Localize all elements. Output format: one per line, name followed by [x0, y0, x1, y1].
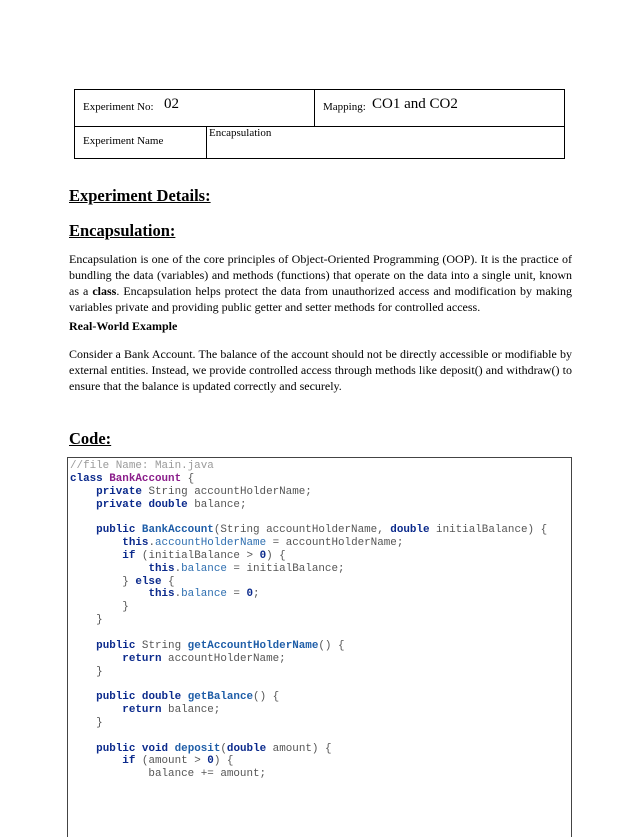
- code-token: [70, 537, 122, 549]
- code-token: = accountHolderName;: [266, 537, 404, 550]
- code-line: [70, 550, 286, 562]
- encapsulation-paragraph: [69, 251, 572, 315]
- experiment-details-heading: Experiment Details:: [69, 186, 211, 205]
- code-token: balance;: [161, 704, 221, 717]
- encapsulation-heading: Encapsulation:: [69, 221, 176, 240]
- code-token: 0: [207, 755, 214, 768]
- code-token: balance: [181, 588, 227, 601]
- code-token: if: [122, 755, 136, 768]
- real-world-paragraph: Consider a Bank Account. The balance of the account should not be directly accessible or modifiable by external entities. Instead, we provide controlled access through methods like deposit() and withdraw() to ensure that the balance is updated correctly and securely.: [69, 347, 572, 393]
- mapping-value: CO1 and CO2: [372, 96, 458, 112]
- experiment-row-name: [75, 126, 564, 159]
- code-token: public: [96, 691, 136, 704]
- experiment-name-label: Experiment Name: [83, 135, 164, 147]
- code-token: ) {: [213, 755, 234, 768]
- code-token: ) {: [266, 549, 286, 562]
- code-token: public: [96, 639, 136, 652]
- code-line: [70, 576, 175, 588]
- code-token: 0: [246, 588, 254, 601]
- code-token: public: [96, 524, 136, 537]
- code-line: [70, 640, 345, 652]
- code-line: [70, 524, 547, 536]
- code-token: (amount >: [135, 755, 208, 768]
- code-token: () {: [318, 639, 345, 652]
- code-token: {: [161, 575, 175, 588]
- code-line: [70, 563, 345, 575]
- code-token: balance;: [187, 498, 247, 511]
- code-token: [70, 486, 96, 498]
- code-token: String: [135, 639, 188, 652]
- code-line: [70, 588, 260, 600]
- code-token: private: [96, 498, 142, 511]
- code-token: getBalance: [187, 691, 254, 704]
- code-token: balance += amount;: [70, 768, 267, 781]
- code-line: [70, 653, 286, 665]
- code-token: }: [70, 665, 103, 678]
- code-line: [70, 460, 214, 472]
- code-token: 0: [259, 549, 267, 562]
- code-token: .: [174, 562, 182, 575]
- code-listing: [70, 460, 547, 781]
- encapsulation-text-part2: . Encapsulation helps protect the data from unauthorized access and modification by making variables private and providing public getter and setter methods for controlled access.: [69, 284, 572, 314]
- code-token: .: [148, 537, 155, 550]
- encapsulation-text-part1: Encapsulation is one of the core principles of Object-Oriented Programming (OOP). It is the practice of bundling the data (variables) and methods (functions) that operate on the data into a single unit, known as a: [69, 252, 572, 298]
- code-token: [70, 743, 96, 755]
- code-line: [70, 537, 403, 549]
- code-token: .: [174, 588, 182, 601]
- table-divider: [206, 126, 207, 159]
- code-token: [70, 653, 122, 665]
- code-token: accountHolderName;: [161, 652, 286, 665]
- code-token: public: [96, 742, 136, 755]
- code-token: this: [148, 562, 175, 575]
- code-token: double: [148, 498, 188, 511]
- code-line: [70, 717, 103, 729]
- code-token: else: [135, 575, 162, 588]
- code-token: double: [141, 691, 182, 704]
- code-token: this: [148, 588, 175, 601]
- code-token: =: [226, 588, 247, 601]
- real-world-example-heading: Real-World Example: [69, 319, 178, 333]
- experiment-info-table: [74, 89, 565, 159]
- code-token: double: [390, 524, 430, 537]
- code-token: {: [181, 472, 195, 485]
- code-heading: Code:: [69, 429, 112, 448]
- code-line: [70, 601, 129, 613]
- table-divider: [314, 90, 315, 126]
- code-line: [70, 666, 103, 678]
- code-token: initialBalance) {: [429, 524, 548, 537]
- experiment-row-number: [75, 90, 564, 127]
- code-token: [70, 588, 148, 600]
- code-token: BankAccount: [109, 472, 182, 485]
- code-token: String accountHolderName;: [141, 485, 312, 498]
- code-line: [70, 768, 266, 780]
- code-token: getAccountHolderName: [187, 639, 319, 652]
- code-token: (initialBalance >: [135, 549, 260, 562]
- code-token: return: [122, 704, 162, 717]
- code-block: [67, 457, 572, 837]
- code-token: class: [70, 472, 103, 485]
- code-token: }: [70, 601, 129, 614]
- code-token: deposit: [174, 742, 221, 755]
- experiment-no-label: Experiment No:: [83, 101, 154, 113]
- code-token: (: [220, 742, 227, 755]
- code-token: [70, 563, 148, 575]
- code-token: [70, 704, 122, 716]
- code-token: this: [122, 537, 149, 550]
- code-token: = initialBalance;: [226, 562, 345, 575]
- code-token: [70, 691, 96, 703]
- code-token: balance: [181, 562, 227, 575]
- code-token: () {: [253, 691, 280, 704]
- code-line: [70, 691, 279, 703]
- class-keyword-bold: class: [92, 284, 117, 298]
- code-token: accountHolderName: [155, 537, 267, 550]
- code-line: [70, 704, 220, 716]
- code-token: [70, 640, 96, 652]
- code-token: [70, 550, 122, 562]
- code-token: amount) {: [266, 742, 332, 755]
- code-token: void: [141, 742, 169, 755]
- code-token: double: [226, 742, 267, 755]
- code-token: }: [70, 575, 136, 588]
- code-line: [70, 614, 103, 626]
- code-line: [70, 743, 332, 755]
- code-token: ;: [253, 588, 260, 601]
- experiment-name-value: Encapsulation: [209, 127, 272, 139]
- code-line: [70, 755, 233, 767]
- code-token: (String accountHolderName,: [213, 524, 391, 537]
- code-token: }: [70, 614, 103, 627]
- code-token: //file Name: Main.java: [70, 460, 214, 472]
- code-token: [70, 755, 122, 767]
- code-token: private: [96, 485, 142, 498]
- code-token: return: [122, 652, 162, 665]
- code-line: [70, 473, 194, 485]
- experiment-no-value: 02: [164, 96, 179, 112]
- mapping-label: Mapping:: [323, 101, 366, 113]
- code-token: if: [122, 549, 136, 562]
- code-token: }: [70, 716, 103, 729]
- code-token: [70, 499, 96, 511]
- code-line: [70, 486, 312, 498]
- code-line: [70, 499, 247, 511]
- code-token: BankAccount: [141, 524, 214, 537]
- code-token: [70, 524, 96, 536]
